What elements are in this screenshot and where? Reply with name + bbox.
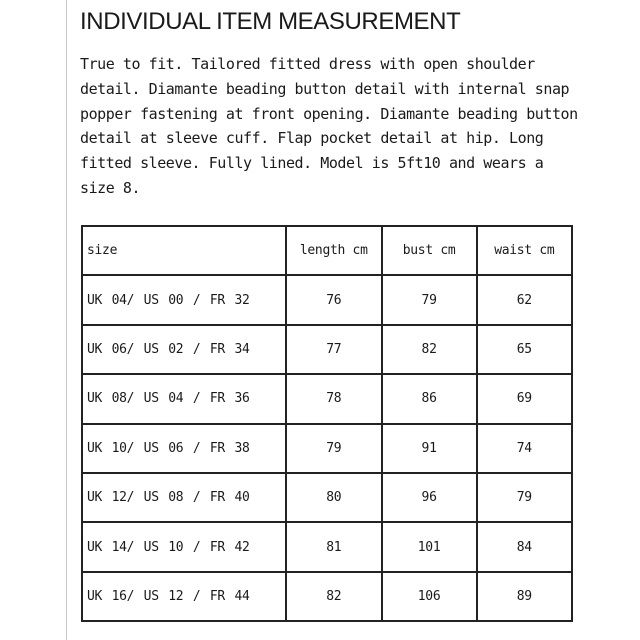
header-size: size (82, 226, 286, 275)
cell-size: UK 10/ US 06 / FR 38 (82, 424, 286, 473)
cell-bust: 82 (382, 325, 477, 374)
cell-length: 79 (286, 424, 382, 473)
table-row (82, 275, 572, 324)
cell-waist: 89 (477, 572, 572, 621)
cell-bust: 79 (382, 275, 477, 324)
cell-waist: 79 (477, 473, 572, 522)
cell-waist: 62 (477, 275, 572, 324)
cell-size: UK 06/ US 02 / FR 34 (82, 325, 286, 374)
cell-length: 81 (286, 522, 382, 571)
cell-size: UK 16/ US 12 / FR 44 (82, 572, 286, 621)
cell-bust: 96 (382, 473, 477, 522)
cell-waist: 69 (477, 374, 572, 423)
table-row (82, 325, 572, 374)
cell-waist: 65 (477, 325, 572, 374)
header-bust: bust cm (382, 226, 477, 275)
cell-length: 77 (286, 325, 382, 374)
header-length: length cm (286, 226, 382, 275)
table-row (82, 374, 572, 423)
page-title: INDIVIDUAL ITEM MEASUREMENT (80, 8, 461, 35)
table-row (82, 424, 572, 473)
size-measurement-table (81, 225, 573, 622)
cell-size: UK 08/ US 04 / FR 36 (82, 374, 286, 423)
header-waist: waist cm (477, 226, 572, 275)
table-row (82, 572, 572, 621)
table-header-row (82, 226, 572, 275)
table-row (82, 473, 572, 522)
left-border-line (66, 0, 67, 640)
cell-length: 80 (286, 473, 382, 522)
cell-bust: 101 (382, 522, 477, 571)
cell-size: UK 12/ US 08 / FR 40 (82, 473, 286, 522)
cell-bust: 91 (382, 424, 477, 473)
product-description: True to fit. Tailored fitted dress with open shoulder detail. Diamante beading button detail with internal snap popper fastening at front opening. Diamante beading button detail at sleeve cuff. Flap pocket detail at hip. Long fitted sleeve. Fully lined. Model is 5ft10 and wears a size 8. (80, 55, 578, 197)
cell-size: UK 04/ US 00 / FR 32 (82, 275, 286, 324)
cell-waist: 74 (477, 424, 572, 473)
cell-length: 78 (286, 374, 382, 423)
cell-bust: 106 (382, 572, 477, 621)
table-row (82, 522, 572, 571)
cell-bust: 86 (382, 374, 477, 423)
cell-length: 82 (286, 572, 382, 621)
cell-length: 76 (286, 275, 382, 324)
cell-size: UK 14/ US 10 / FR 42 (82, 522, 286, 571)
cell-waist: 84 (477, 522, 572, 571)
